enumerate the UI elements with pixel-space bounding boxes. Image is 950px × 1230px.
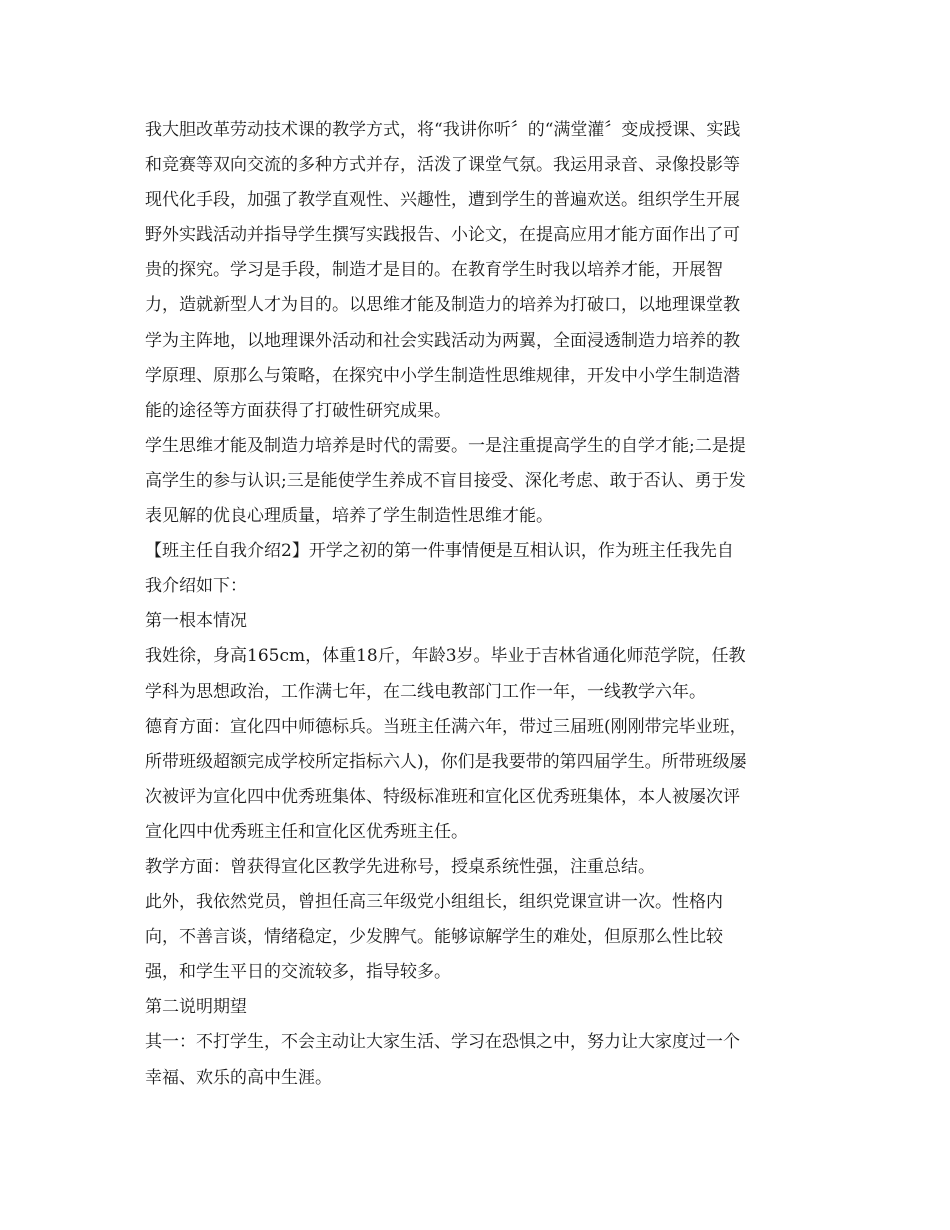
text-line: 向，不善言谈，情绪稳定，少发脾气。能够谅解学生的难处，但原那么性比较 bbox=[145, 927, 723, 948]
text-line: 德育方面：宣化四中师德标兵。当班主任满六年，带过三届班(刚刚带完毕业班， bbox=[145, 716, 747, 737]
text-line: 宣化四中优秀班主任和宣化区优秀班主任。 bbox=[145, 821, 468, 842]
text-line: 教学方面：曾获得宣化区教学先进称号，授桌系统性强，注重总结。 bbox=[145, 856, 655, 877]
section-heading: 第二说明期望 bbox=[145, 997, 247, 1018]
text-line: 强，和学生平日的交流较多，指导较多。 bbox=[145, 962, 451, 983]
text-line: 我介绍如下： bbox=[145, 576, 247, 597]
text-line: 能的途径等方面获得了打破性研究成果。 bbox=[145, 400, 451, 421]
text-line: 所带班级超额完成学校所定指标六人)，你们是我要带的第四届学生。所带班级屡 bbox=[145, 751, 747, 772]
text-line: 我大胆改革劳动技术课的教学方式，将“我讲你听〞的“满堂灌〞变成授课、实践 bbox=[145, 120, 741, 140]
text-line: 幸福、欢乐的高中生涯。 bbox=[145, 1067, 332, 1088]
text-line: 表见解的优良心理质量，培养了学生制造性思维才能。 bbox=[145, 506, 553, 527]
text-line: 高学生的参与认识;三是能使学生养成不盲目接受、深化考虑、敢于否认、勇于发 bbox=[145, 470, 746, 491]
text-line: 学为主阵地，以地理课外活动和社会实践活动为两翼，全面浸透制造力培养的教 bbox=[145, 330, 740, 351]
text-line: 和竞赛等双向交流的多种方式并存，活泼了课堂气氛。我运用录音、录像投影等 bbox=[145, 155, 740, 176]
document-body bbox=[145, 113, 815, 1096]
text-line: 此外，我依然党员，曾担任高三年级党小组组长，组织党课宣讲一次。性格内 bbox=[145, 892, 723, 913]
text-line: 次被评为宣化四中优秀班集体、特级标准班和宣化区优秀班集体，本人被屡次评 bbox=[145, 786, 740, 807]
text-line: 其一：不打学生，不会主动让大家生活、学习在恐惧之中，努力让大家度过一个 bbox=[145, 1032, 740, 1053]
text-line: 力，造就新型人才为目的。以思维才能及制造力的培养为打破口，以地理课堂教 bbox=[145, 295, 740, 316]
text-line: 学原理、原那么与策略，在探究中小学生制造性思维规律，开发中小学生制造潜 bbox=[145, 365, 740, 386]
text-line: 现代化手段，加强了教学直观性、兴趣性，遭到学生的普遍欢送。组织学生开展 bbox=[145, 190, 740, 211]
text-line: 学生思维才能及制造力培养是时代的需要。一是注重提高学生的自学才能;二是提 bbox=[145, 435, 746, 456]
text-line: 【班主任自我介绍2】开学之初的第一件事情便是互相认识，作为班主任我先自 bbox=[145, 541, 734, 562]
section-heading: 第一根本情况 bbox=[145, 611, 247, 632]
text-line: 学科为思想政治，工作满七年，在二线电教部门工作一年，一线教学六年。 bbox=[145, 681, 706, 702]
text-line: 我姓徐，身高165cm，体重18斤，年龄3岁。毕业于吉林省通化师范学院，任教 bbox=[145, 646, 746, 667]
text-line: 贵的探究。学习是手段，制造才是目的。在教育学生时我以培养才能，开展智 bbox=[145, 260, 723, 281]
text-line: 野外实践活动并指导学生撰写实践报告、小论文，在提高应用才能方面作出了可 bbox=[145, 225, 740, 246]
